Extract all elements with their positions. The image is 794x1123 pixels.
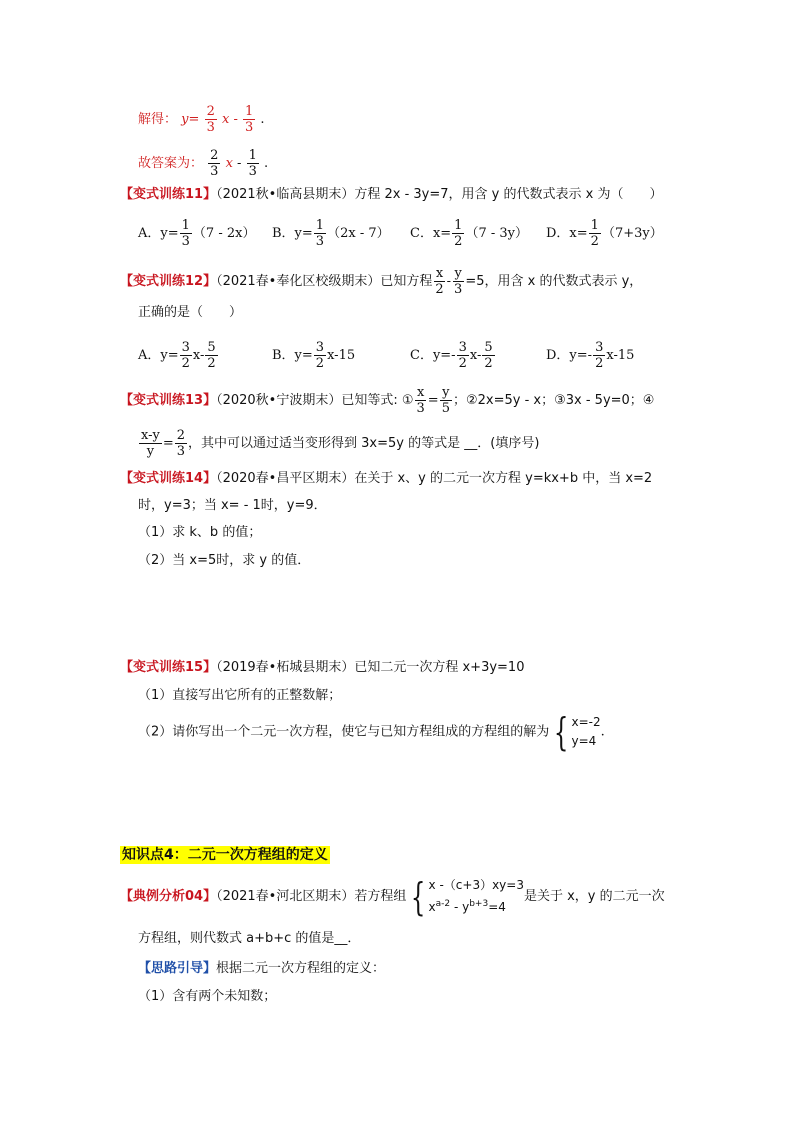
option-b: B．y= $\frac{3}{2}$ x-15 [272,340,356,371]
solution-label: 解得： [138,112,178,127]
sub-question: （1）直接写出它所有的正整数解； [138,688,342,703]
option-c: C．y=- $\frac{3}{2}$ x- $\frac{5}{2}$ [410,340,493,371]
question-tag: 【变式训练11】 [120,187,217,202]
equation-system: { x=-2 y=4 [554,710,601,754]
hint-line: 【思路引导】根据二元一次方程组的定义： [138,961,386,976]
sub-question: （2）当 x=5时，求 y 的值． [138,553,311,568]
equation-system: { x -（c+3）xy=3 $x^{a-2} - y^{b+3}=4$ [411,874,524,919]
answer-label: 故答案为： [138,156,204,171]
hint-tag: 【思路引导】 [138,961,217,976]
question-14-line2: 时，y=3；当 x= - 1时，y=9． [138,498,327,513]
question-tag: 【变式训练15】 [120,660,217,675]
answer-line: 故答案为： $\frac{2}{3}$ x - $\frac{1}{3}$ . [138,148,269,179]
example-tag: 【典例分析04】 [120,889,217,904]
example-04: 【典例分析04】（2021春•河北区期末）若方程组 { x -（c+3）xy=3 $x^{a-2} - y^{b+3}=4$ 是关于 x，y 的二元一次 [120,874,665,919]
fraction: $\frac{2}{3}$ [206,104,215,135]
option-a: A．y= $\frac{3}{2}$ x- $\frac{5}{2}$ [138,340,216,371]
question-12-line2: 正确的是（ ） [138,305,243,320]
question-tag: 【变式训练14】 [120,471,217,486]
section-heading [120,846,330,865]
option-d: D．x= $\frac{1}{2}$ （7+3y） [546,218,663,249]
fraction: $\frac{1}{3}$ [245,104,254,135]
sub-question: （2）请你写出一个二元一次方程，使它与已知方程组成的方程组的解为 { x=-2 y=4 . [138,710,605,754]
question-tag: 【变式训练12】 [120,274,217,289]
option-a: A．y= $\frac{1}{3}$ （7 - 2x） [138,218,256,249]
question-14: 【变式训练14】（2020春•昌平区期末）在关于 x、y 的二元一次方程 y=kx+b 中，当 x=2 [120,471,653,486]
hint-item: （1）含有两个未知数； [138,989,277,1004]
question-13: 【变式训练13】（2020秋•宁波期末）已知等式: ① $\frac{x}{3}$ = $\frac{y}{5}$ ；②2x=5y - x；③3x - 5y=0；④ [120,385,655,416]
knowledge-point-title: 知识点4：二元一次方程组的定义 [122,847,328,863]
question-11 [120,186,662,204]
option-b: B．y= $\frac{1}{3}$ （2x - 7） [272,218,390,249]
question-tag: 【变式训练13】 [120,393,217,408]
sub-question: （1）求 k、b 的值； [138,525,262,540]
fraction: $\frac{2}{3}$ [210,148,219,179]
solution-line: 解得： y= $\frac{2}{3}$ x - $\frac{1}{3}$ . [138,104,265,135]
question-13-line2: $\frac{x-y}{y}$ = $\frac{2}{3}$ ，其中可以通过适当变形得到 3x=5y 的等式是 __．(填序号) [141,428,540,459]
question-15: 【变式训练15】（2019春•柘城县期末）已知二元一次方程 x+3y=10 [120,660,525,675]
question-text: （2021秋•临高县期末）方程 2x - 3y=7，用含 y 的代数式表示 x 为（ ） [216,187,663,202]
option-d: D．y=- $\frac{3}{2}$ x-15 [546,340,635,371]
option-c: C．x= $\frac{1}{2}$ （7 - 3y） [410,218,528,249]
fraction: $\frac{1}{3}$ [248,148,257,179]
example-04-line2: 方程组，则代数式 a+b+c 的值是__． [138,931,361,946]
question-12: 【变式训练12】（2021春•奉化区校级期末）已知方程 $\frac{x}{2}$ - $\frac{y}{3}$ =5，用含 x 的代数式表示 y， [120,266,643,297]
